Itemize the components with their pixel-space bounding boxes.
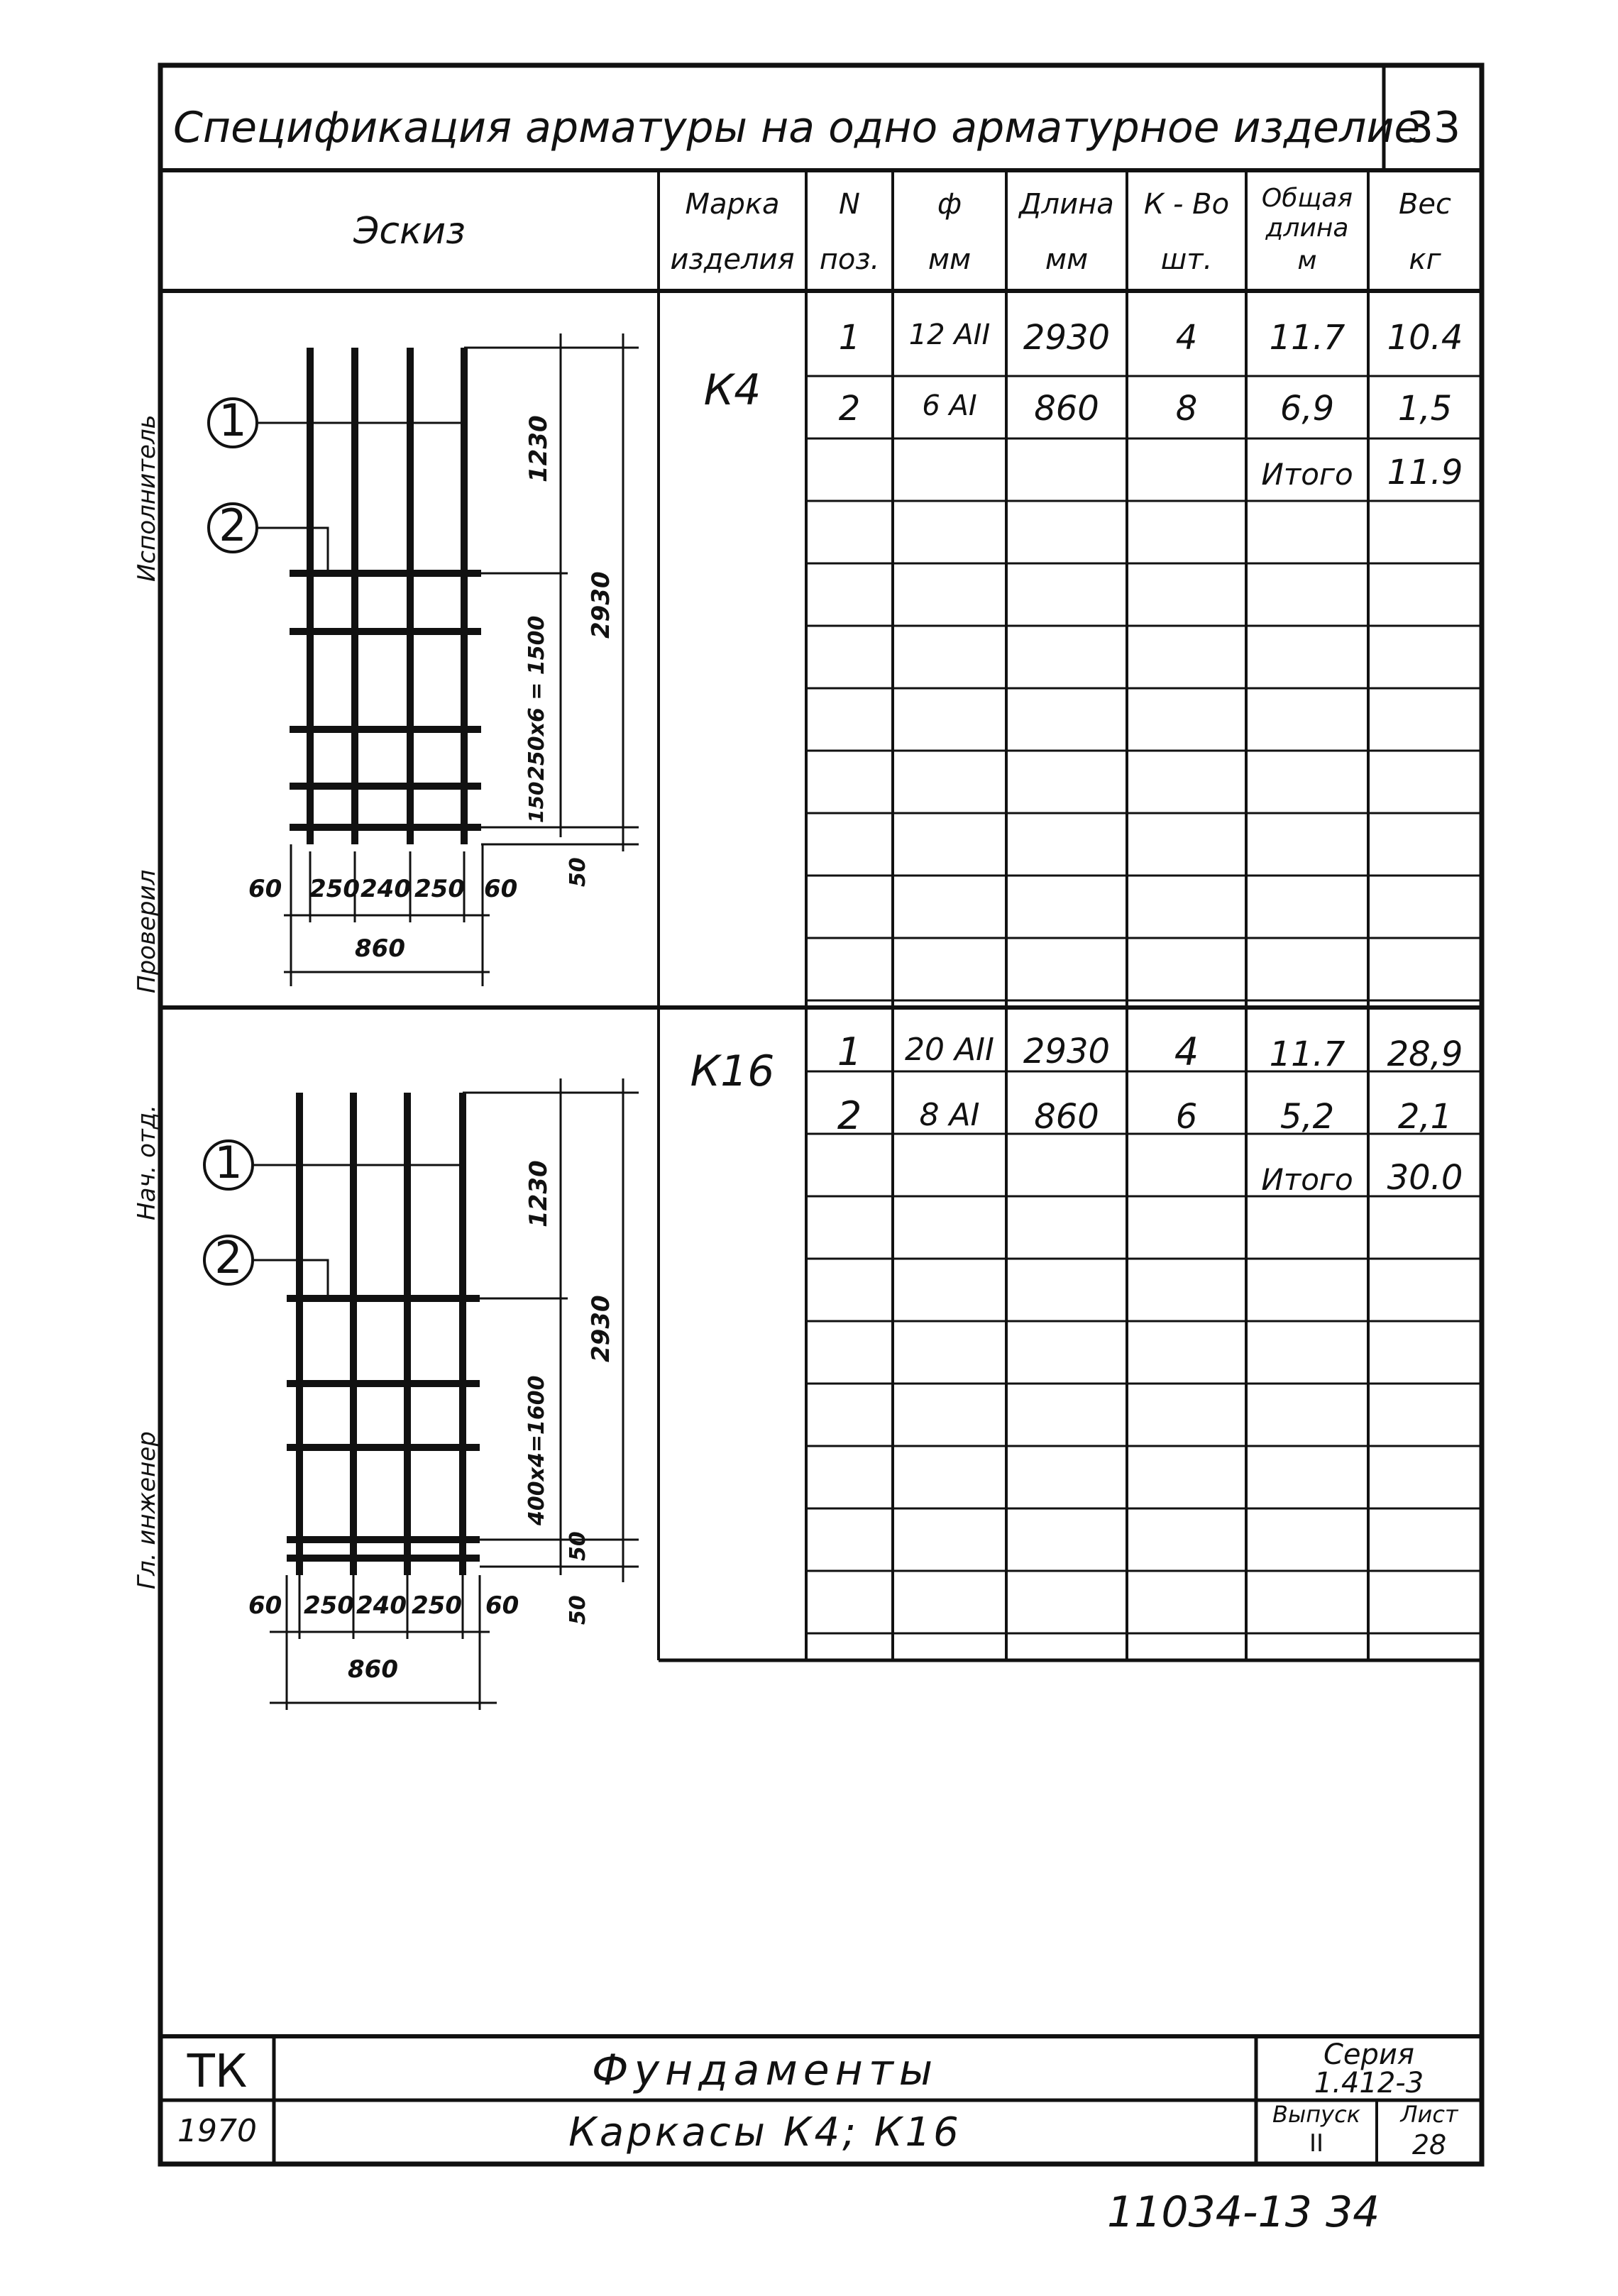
dim-width-k16: 860 [348, 1655, 398, 1684]
stamp-subject: Каркасы К4; К16 [568, 2109, 962, 2156]
product-mark-k4: К4 [703, 365, 761, 415]
header-total-length-3: м [1297, 246, 1317, 275]
dim-50b-k16: 50 [566, 1595, 590, 1625]
stamp-series-label: Серия [1323, 2038, 1414, 2071]
dim-mid-k4: 250х6 = 1500 [524, 615, 549, 780]
dim-250-b-k16: 250 [412, 1591, 462, 1620]
dim-total-k4: 2930 [587, 571, 615, 639]
stamp-year: 1970 [177, 2113, 257, 2149]
callout-2-k16: 2 [214, 1232, 243, 1284]
header-mark: Марка [685, 188, 780, 221]
header-total-length: Общая [1261, 184, 1353, 213]
stamp-sheet-label: Лист [1400, 2101, 1458, 2128]
header-pos: N [839, 188, 860, 221]
header-sketch: Эскиз [353, 210, 466, 253]
dim-240-k4: 240 [361, 875, 411, 903]
dim-60-left-k4: 60 [248, 875, 282, 903]
dim-top-k16: 1230 [524, 1160, 553, 1227]
header-weight: Вес [1398, 188, 1452, 221]
dim-60-right-k16: 60 [485, 1591, 519, 1620]
dim-total-k16: 2930 [587, 1295, 615, 1362]
footer-note: 11034-13 34 [1107, 2187, 1380, 2237]
dim-top-k4: 1230 [524, 415, 553, 482]
margin-text-4: Гл. инженер [133, 1431, 161, 1589]
callout-1-k16: 1 [214, 1137, 243, 1188]
dim-60-right-k4: 60 [484, 875, 518, 903]
dim-60-left-k16: 60 [248, 1591, 282, 1620]
margin-text-1: Исполнитель [133, 414, 161, 582]
header-weight-2: кг [1409, 243, 1441, 276]
header-pos-2: поз. [819, 243, 880, 276]
dim-240-k16: 240 [356, 1591, 407, 1620]
dim-width-k4: 860 [355, 934, 405, 963]
dim-250-a-k4: 250 [309, 875, 360, 903]
header-total-length-2: длина [1265, 214, 1349, 243]
header-qty-2: шт. [1160, 243, 1213, 276]
callout-1-k4: 1 [219, 394, 247, 446]
stamp-name: Фундаменты [591, 2046, 939, 2095]
stamp-series-value: 1.412-3 [1314, 2067, 1424, 2099]
dim-mid-k16: 400х4=1600 [524, 1375, 549, 1525]
dim-250-b-k4: 250 [414, 875, 465, 903]
total-weight-k16: 30.0 [1387, 1158, 1463, 1198]
header-length-2: мм [1045, 243, 1089, 276]
header-qty: К - Во [1143, 188, 1230, 221]
margin-text-3: Нач. отд. [133, 1104, 161, 1220]
header-dia: ф [937, 188, 962, 221]
stamp-org: ТК [187, 2046, 248, 2098]
dim-50a-k16: 50 [566, 1531, 590, 1561]
total-label-k16: Итого [1261, 1162, 1353, 1197]
header-length: Длина [1019, 188, 1114, 221]
header-mark-2: изделия [670, 243, 795, 276]
product-mark-k16: К16 [690, 1047, 775, 1096]
sheet-title: Спецификация арматуры на одно арматурное изделие [173, 103, 1421, 153]
callout-2-k4: 2 [219, 500, 247, 551]
stamp-issue-label: Выпуск [1272, 2101, 1360, 2128]
stamp-issue-value: II [1309, 2129, 1324, 2158]
dim-150-k4: 150 [524, 781, 548, 823]
margin-text-2: Проверил [133, 869, 161, 993]
page-number: 33 [1406, 103, 1461, 153]
total-weight-k4: 11.9 [1387, 453, 1463, 492]
stamp-sheet-value: 28 [1411, 2129, 1447, 2160]
header-dia-2: мм [928, 243, 972, 276]
dim-250-a-k16: 250 [304, 1591, 354, 1620]
total-label-k4: Итого [1261, 457, 1353, 492]
dim-50-k4: 50 [566, 857, 590, 887]
